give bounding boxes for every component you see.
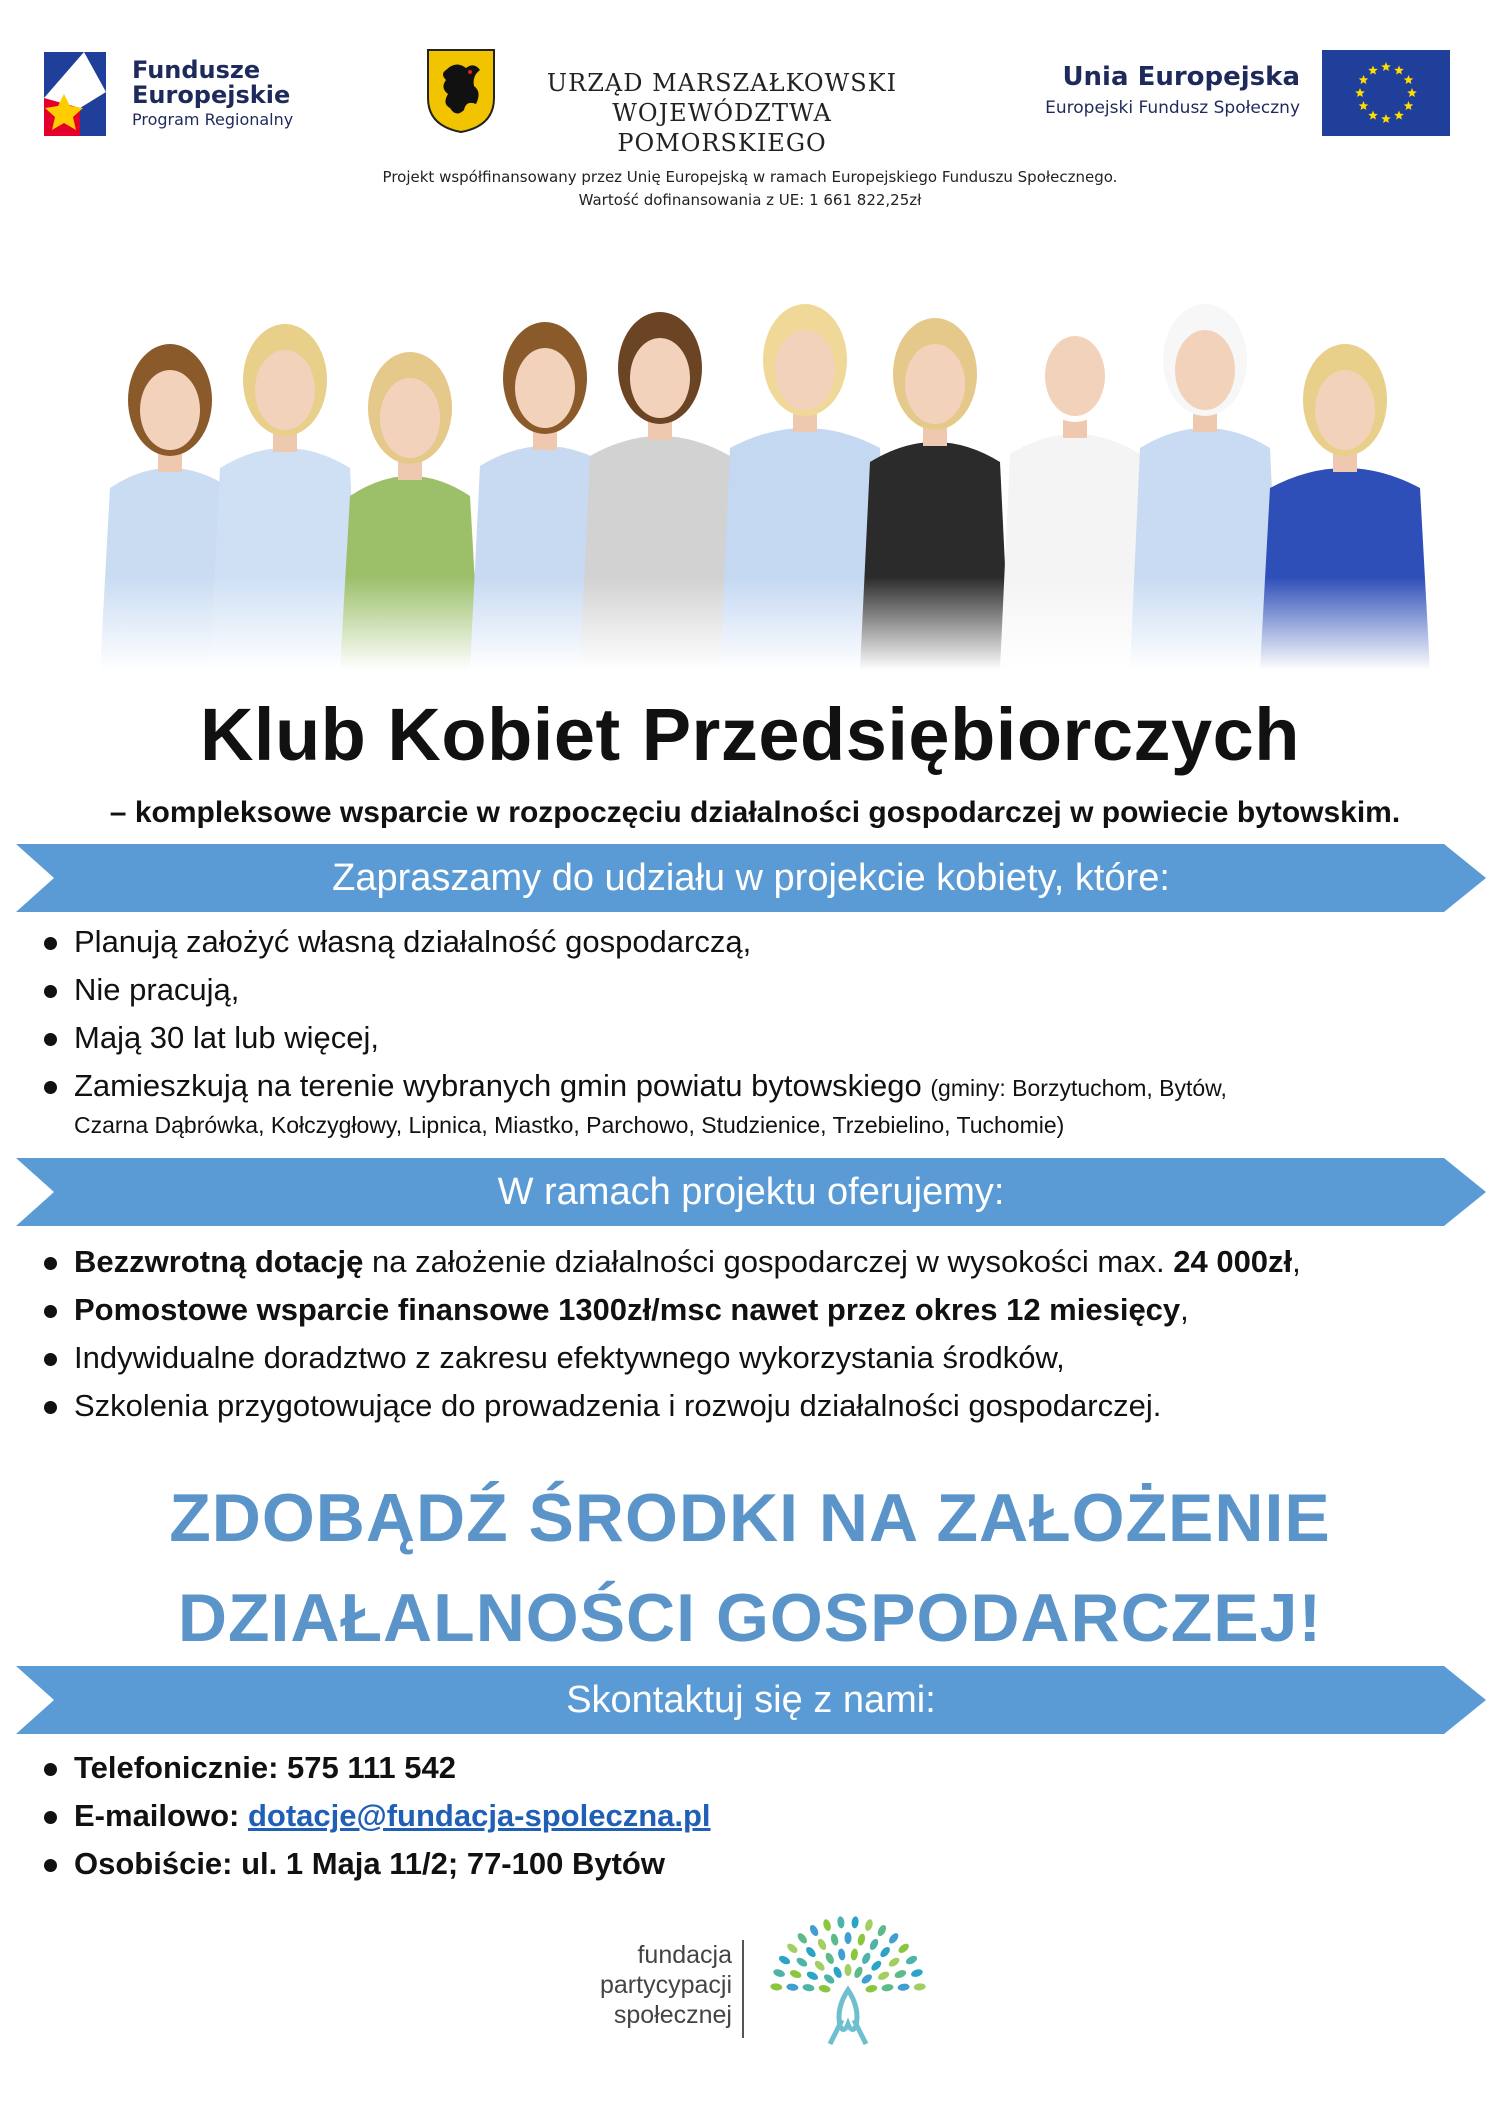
leaf-icon [789,1969,803,1980]
bullet-icon [44,1305,57,1318]
list-item: Szkolenia przygotowujące do prowadzenia i rozwoju działalności gospodarczej. [40,1382,1490,1430]
unia-europejska-logo [1010,50,1450,145]
tree-ribbon-icon [756,1912,940,2052]
leaf-icon [876,1924,888,1938]
contact-phone: Telefonicznie: 575 111 542 [40,1744,1040,1792]
bullet-icon [44,1401,57,1414]
call-to-action [0,1468,1500,1668]
list-item: Mają 30 lat lub więcej, [40,1014,1480,1062]
leaf-icon [796,1931,809,1945]
leaf-icon [905,1954,919,1966]
cta-line1: ZDOBĄDŹ ŚRODKI NA ZAŁOŻENIE [169,1480,1331,1556]
list-item: Pomostowe wsparcie finansowe 1300zł/msc nawet przez okres 12 miesięcy, [40,1286,1490,1334]
leaf-icon [778,1954,792,1966]
gminy-list-start: (gminy: Borzytuchom, Bytów, [930,1075,1227,1101]
leaf-icon [832,1965,844,1979]
leaf-icon [887,1956,901,1969]
banner-contact [16,1666,1486,1734]
leaf-icon [850,1948,859,1961]
leaf-icon [851,1916,859,1929]
leaf-icon [786,1983,799,1991]
um-line1: URZĄD MARSZAŁKOWSKI [546,69,898,97]
bullet-icon [44,1763,57,1776]
contact-email: E-mailowo: dotacje@fundacja-spoleczna.pl [40,1792,1040,1840]
bullet-icon [44,1081,57,1094]
leaf-icon [881,1983,894,1992]
fundacja-line2: partycypacji [600,1971,732,1999]
leaf-icon [860,1973,874,1986]
fundacja-line3: społecznej [613,2001,732,2029]
banner-invite-text: Zapraszamy do udziału w projekcie kobiety, które: [332,857,1170,899]
leaf-icon [865,1984,878,1994]
leaf-icon [877,1970,891,1982]
leaf-icon [857,1933,867,1946]
leaf-icon [837,1916,845,1929]
cta-line2: DZIAŁALNOŚCI GOSPODARCZEJ! [177,1580,1323,1656]
leaf-icon [813,1959,826,1972]
logo-divider [742,1940,744,2038]
leaf-icon [770,1983,783,1991]
list-item: Nie pracują, [40,966,1480,1014]
fe-line3: Program Regionalny [132,110,294,130]
gminy-list-rest: Czarna Dąbrówka, Kołczygłowy, Lipnica, Miastko, Parchowo, Studzienice, Trzebielino, Tuchomie) [74,1112,1065,1138]
fe-star-icon [40,48,122,140]
bullet-icon [44,937,57,950]
contact-address: Osobiście: ul. 1 Maja 11/2; 77-100 Bytów [40,1840,1040,1888]
leaf-icon [795,1956,809,1969]
leaf-icon [864,1918,874,1932]
page-title: Klub Kobiet Przedsiębiorczych [199,693,1301,776]
leaf-icon [822,1918,832,1932]
leaf-icon [878,1945,891,1959]
leaf-icon [802,1983,815,1992]
list-item: Planują założyć własną działalność gospodarczą, [40,918,1480,966]
leaf-icon [818,1984,831,1994]
list-item: Zamieszkują na terenie wybranych gmin powiatu bytowskiego (gminy: Borzytuchom, Bytów, Czarna Dąbrówka, Kołczygłowy, Lipnica, Miastko, Parchowo, Studzienice, Trzebielino, Tuchomie) [40,1062,1480,1142]
page-subtitle: – kompleksowe wsparcie w rozpoczęciu działalności gospodarczej w powiecie bytowskim. [109,796,1401,829]
cofinancing-note [0,166,1500,211]
banner-offer-text: W ramach projektu oferujemy: [497,1171,1005,1213]
email-link[interactable]: dotacje@fundacja-spoleczna.pl [247,1798,711,1833]
bullet-icon [44,1859,57,1872]
leaf-icon [822,1973,836,1986]
leaf-icon [910,1968,924,1978]
leaf-icon [860,1951,872,1965]
cofinancing-line1: Projekt współfinansowany przez Unię Europejską w ramach Europejskiego Funduszu Społecznego. [382,168,1118,186]
leaf-icon [868,1937,880,1951]
fundacja-logo [560,1912,940,2052]
um-line2: WOJEWÓDZTWA POMORSKIEGO [612,99,832,157]
leaf-icon [870,1959,883,1972]
leaf-icon [785,1942,799,1955]
list-item: Bezzwrotną dotację na założenie działalności gospodarczej w wysokości max. 24 000zł, [40,1238,1490,1286]
leaf-icon [845,1964,852,1976]
leaf-icon [804,1945,817,1959]
eligibility-list [40,918,1480,1142]
list-item: Indywidualne doradztwo z zakresu efektywnego wykorzystania środków, [40,1334,1490,1382]
fe-line2: Europejskie [132,81,291,110]
pomorskie-griffin-crest-icon [426,48,496,134]
fundacja-line1: fundacja [637,1941,732,1969]
leaf-icon [830,1933,840,1946]
leaf-icon [853,1965,865,1979]
women-professions-photo [40,298,1460,670]
bullet-icon [44,1033,57,1046]
leaf-icon [913,1983,926,1991]
banner-invite [16,844,1486,912]
leaf-icon [894,1969,908,1980]
bullet-icon [44,1811,57,1824]
fe-line1: Fundusze [132,56,261,84]
leaf-icon [805,1970,819,1982]
bullet-icon [44,1257,57,1270]
banner-contact-text: Skontaktuj się z nami: [566,1679,936,1721]
leaf-icon [897,1983,910,1991]
leaf-icon [772,1968,786,1978]
bullet-icon [44,985,57,998]
leaf-icon [887,1931,900,1945]
ue-line2: Europejski Fundusz Społeczny [1045,98,1300,118]
eu-flag-icon [1322,50,1450,136]
contact-list [40,1744,1040,1888]
urzad-marszalkowski-logo [426,48,926,157]
fundusze-europejskie-logo [40,48,320,143]
leaf-icon [845,1932,852,1944]
banner-offer [16,1158,1486,1226]
leaf-icon [816,1937,828,1951]
offer-list [40,1238,1490,1430]
leaf-icon [808,1924,820,1938]
leaf-icon [824,1951,836,1965]
cofinancing-line2: Wartość dofinansowania z UE: 1 661 822,25zł [578,190,922,209]
leaf-icon [897,1942,911,1955]
ue-line1: Unia Europejska [1062,62,1300,92]
bullet-icon [44,1353,57,1366]
leaf-icon [837,1948,846,1961]
